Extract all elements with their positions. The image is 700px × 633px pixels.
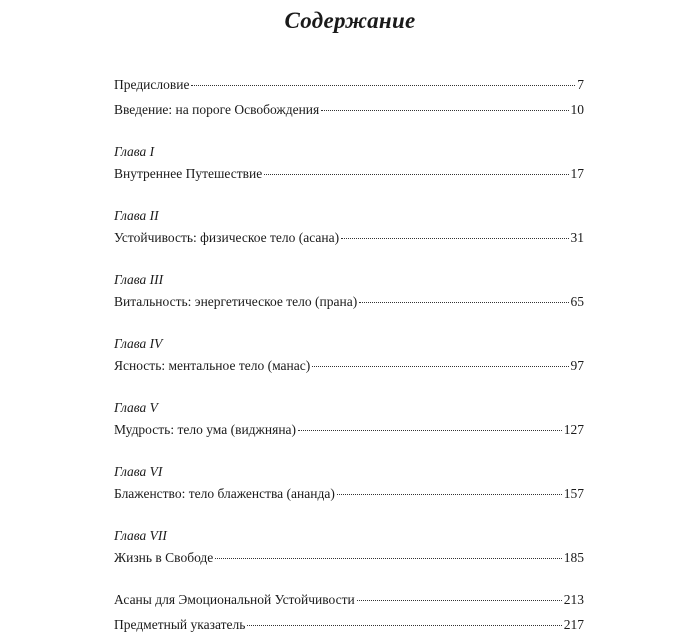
dot-leader — [247, 625, 561, 626]
toc-entry-label: Предисловие — [114, 77, 190, 92]
toc-entry-label: Асаны для Эмоциональной Устойчивости — [114, 592, 355, 607]
dot-leader — [191, 85, 575, 86]
toc-page-number: 127 — [563, 422, 584, 437]
toc-entry-chapter — [114, 293, 584, 310]
toc-page-number: 10 — [570, 102, 584, 117]
toc-page-number: 213 — [563, 592, 584, 607]
toc-page-number: 157 — [563, 486, 584, 501]
toc-entry-label: Блаженство: тело блаженства (ананда) — [114, 486, 335, 501]
dot-leader — [321, 110, 568, 111]
dot-leader — [312, 366, 568, 367]
toc-entry-index — [114, 616, 584, 633]
toc-page-number: 65 — [570, 294, 584, 309]
dot-leader — [298, 430, 562, 431]
toc-entry-label: Жизнь в Свободе — [114, 550, 214, 565]
toc-entry-label: Витальность: энергетическое тело (прана) — [114, 294, 358, 309]
chapter-label: Глава II — [114, 208, 159, 223]
toc-page-number: 7 — [577, 77, 584, 92]
toc-page-number: 17 — [570, 166, 584, 181]
toc-entry-chapter — [114, 485, 584, 502]
toc-entry-chapter — [114, 229, 584, 246]
toc-page-number: 97 — [570, 358, 584, 373]
toc-page-number: 31 — [570, 230, 584, 245]
chapter-label: Глава V — [114, 400, 158, 415]
page-title: Содержание — [284, 8, 416, 33]
dot-leader — [341, 238, 568, 239]
toc-entry-label: Ясность: ментальное тело (манас) — [114, 358, 311, 373]
toc-entry-chapter — [114, 165, 584, 182]
chapter-label: Глава III — [114, 272, 164, 287]
toc-entry-introduction — [114, 101, 584, 118]
table-of-contents — [114, 76, 584, 633]
chapter-label: Глава I — [114, 144, 155, 159]
chapter-label: Глава VII — [114, 528, 167, 543]
toc-page-number: 185 — [563, 550, 584, 565]
dot-leader — [357, 600, 562, 601]
toc-entry-label: Внутреннее Путешествие — [114, 166, 263, 181]
toc-entry-label: Мудрость: тело ума (виджняна) — [114, 422, 297, 437]
toc-entry-label: Устойчивость: физическое тело (асана) — [114, 230, 340, 245]
toc-entry-chapter — [114, 421, 584, 438]
chapter-label: Глава VI — [114, 464, 163, 479]
dot-leader — [337, 494, 562, 495]
toc-page-number: 217 — [563, 617, 584, 632]
toc-entry-preface — [114, 76, 584, 93]
dot-leader — [359, 302, 568, 303]
toc-entry-label: Введение: на пороге Освобождения — [114, 102, 320, 117]
chapter-label: Глава IV — [114, 336, 163, 351]
dot-leader — [264, 174, 568, 175]
dot-leader — [215, 558, 561, 559]
toc-entry-label: Предметный указатель — [114, 617, 246, 632]
toc-entry-chapter — [114, 357, 584, 374]
toc-entry-chapter — [114, 549, 584, 566]
